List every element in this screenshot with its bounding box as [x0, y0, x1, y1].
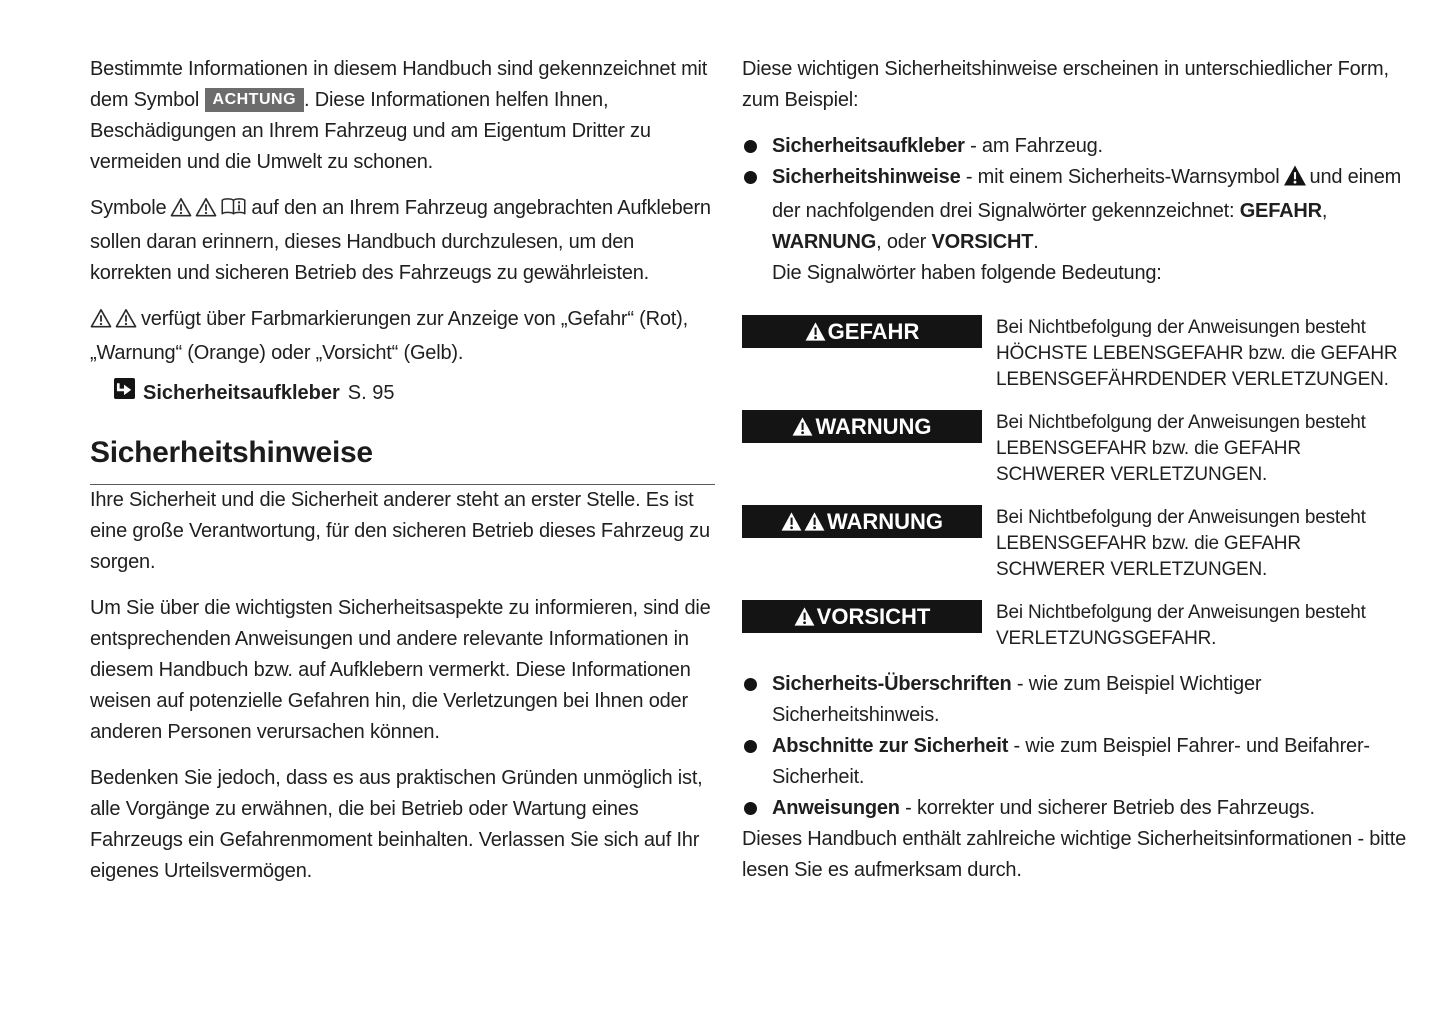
safety-forms-list-bottom [742, 669, 1407, 824]
signal-word-label: VORSICHT [816, 603, 931, 629]
bullet-icon [744, 140, 757, 153]
paragraph-text: verfügt über Farbmarkierungen zur Anzeige von „Gefahr“ (Rot), „Warnung“ (Orange) oder „Vorsicht“ (Gelb). [90, 308, 688, 364]
own-judgement-paragraph: Bedenken Sie jedoch, dass es aus praktischen Gründen unmöglich ist, alle Vorgänge zu erwähnen, die bei Betrieb oder Wartung eines Fahrzeugs ein Gefahrenmoment beinhalten. Verlassen Sie sich auf Ihr eigenes Urteilsvermögen. [90, 767, 703, 882]
intro-paragraph: Diese wichtigen Sicherheitshinweise erscheinen in unterschiedlicher Form, zum Beispiel: [742, 58, 1389, 111]
warning-triangle-icon [805, 322, 826, 341]
warning-triangle-outline-icon [90, 307, 112, 338]
paragraph-text: auf den an Ihrem Fahrzeug angebrachten Aufklebern sollen daran erinnern, dieses Handbuch durchzulesen, um den korrekten und sicheren Betrieb des Fahrzeugs zu gewährleisten. [90, 197, 711, 284]
warning-triangle-outline-icon [115, 307, 137, 338]
achtung-badge: ACHTUNG [205, 88, 305, 112]
achtung-paragraph [90, 54, 715, 178]
list-item [742, 669, 1407, 731]
paragraph-text: Symbole [90, 197, 167, 219]
bullet-icon [744, 802, 757, 815]
list-item-text: - am Fahrzeug. [964, 135, 1103, 157]
list-item: Sicherheitshinweise - mit einem Sicherheits-Warnsymbol und einem der nachfolgenden drei Signalwörter gekennzeichnet: GEFAHR, WARNUNG, oder VORSICHT. Die Signalwörter haben folgende Bedeutung: [742, 162, 1407, 289]
list-item [742, 731, 1407, 793]
signal-word-description: Bei Nichtbefolgung der Anweisungen besteht VERLETZUNGSGEFAHR. [996, 602, 1366, 649]
warnung-double-badge [742, 505, 982, 538]
reference-page-number: S. 95 [347, 381, 395, 404]
list-item-term: Sicherheitsaufkleber [772, 135, 965, 157]
list-item-text: - wie zum Beispiel Wichtiger Sicherheitshinweis. [772, 673, 1262, 726]
color-markings-paragraph [90, 304, 715, 369]
list-item [742, 793, 1407, 824]
signal-word-description: Bei Nichtbefolgung der Anweisungen besteht LEBENSGEFAHR bzw. die GEFAHR SCHWERER VERLETZUNGEN. [996, 412, 1366, 485]
safety-forms-list [742, 131, 1407, 289]
signal-word: WARNUNG [772, 231, 877, 253]
signal-word-label: GEFAHR [827, 318, 920, 344]
signal-word: GEFAHR [1239, 200, 1322, 222]
warning-triangle-icon [794, 607, 815, 626]
signal-word-row [742, 315, 1407, 393]
signal-word-description: Bei Nichtbefolgung der Anweisungen besteht LEBENSGEFAHR bzw. die GEFAHR SCHWERER VERLETZUNGEN. [996, 507, 1366, 580]
list-item-term: Anweisungen [772, 797, 900, 819]
signal-words-section [742, 315, 1407, 652]
signal-word-description: Bei Nichtbefolgung der Anweisungen besteht HÖCHSTE LEBENSGEFAHR bzw. die GEFAHR LEBENSGEFÄHRDENDER VERLETZUNGEN. [996, 317, 1398, 390]
warning-triangle-solid-icon [1283, 165, 1307, 196]
paragraph-text: . Diese Informationen helfen Ihnen, Beschädigungen an Ihrem Fahrzeug und am Eigentum Dritter zu vermeiden und die Umwelt zu schonen. [90, 89, 651, 173]
section-heading: Sicherheitshinweise [90, 436, 373, 469]
left-column [90, 54, 715, 902]
list-item-term: Abschnitte zur Sicherheit [772, 735, 1009, 757]
gefahr-badge [742, 315, 982, 348]
signal-word: VORSICHT [931, 231, 1034, 253]
warnung-badge [742, 410, 982, 443]
vorsicht-badge [742, 600, 982, 633]
list-item-text: Die Signalwörter haben folgende Bedeutung: [772, 262, 1162, 284]
list-item [742, 131, 1407, 162]
owners-manual-book-icon [220, 196, 247, 227]
list-item-term: Sicherheitshinweise [772, 166, 961, 188]
paragraph-text: Bestimmte Informationen in diesem Handbuch sind gekennzeichnet mit dem Symbol [90, 58, 708, 111]
safety-first-paragraph: Ihre Sicherheit und die Sicherheit anderer steht an erster Stelle. Es ist eine große Verantwortung, für den sicheren Betrieb dieses Fahrzeug zu sorgen. [90, 489, 710, 573]
signal-word-row [742, 600, 1407, 652]
warning-triangle-outline-icon [170, 196, 192, 227]
reference-label: Sicherheitsaufkleber [143, 381, 340, 404]
reference-arrow-icon [114, 378, 135, 407]
cross-reference-link[interactable] [114, 378, 715, 407]
list-item-term: Sicherheits-Überschriften [772, 673, 1012, 695]
warning-triangle-icon [804, 512, 825, 531]
warning-triangle-icon [792, 417, 813, 436]
safety-aspects-paragraph: Um Sie über die wichtigsten Sicherheitsaspekte zu informieren, sind die entsprechenden Anweisungen und andere relevante Informationen in diesem Handbuch bzw. auf Aufklebern vermerkt. Diese Informationen weisen auf potenzielle Gefahren hin, die Verletzungen bei Ihnen oder anderen Personen verursachen können. [90, 597, 711, 743]
closing-paragraph: Dieses Handbuch enthält zahlreiche wichtige Sicherheitsinformationen - bitte lesen Sie es aufmerksam durch. [742, 828, 1407, 881]
bullet-icon [744, 678, 757, 691]
list-item-text: - wie zum Beispiel Fahrer- und Beifahrer-Sicherheit. [772, 735, 1370, 788]
warning-triangle-icon [781, 512, 802, 531]
signal-word-row [742, 410, 1407, 488]
signal-word-label: WARNUNG [826, 508, 944, 534]
list-item-text: - mit einem Sicherheits-Warnsymbol [960, 166, 1280, 188]
signal-word-label: WARNUNG [815, 413, 932, 439]
bullet-icon [744, 171, 757, 184]
bullet-icon [744, 740, 757, 753]
symbols-paragraph [90, 193, 715, 289]
list-item-text: und einem der nachfolgenden drei Signalwörter gekennzeichnet: [772, 166, 1402, 222]
signal-word-row [742, 505, 1407, 583]
warning-triangle-outline-icon [195, 196, 217, 227]
right-column [742, 54, 1407, 901]
list-item-text: - korrekter und sicherer Betrieb des Fahrzeugs. [899, 797, 1315, 819]
